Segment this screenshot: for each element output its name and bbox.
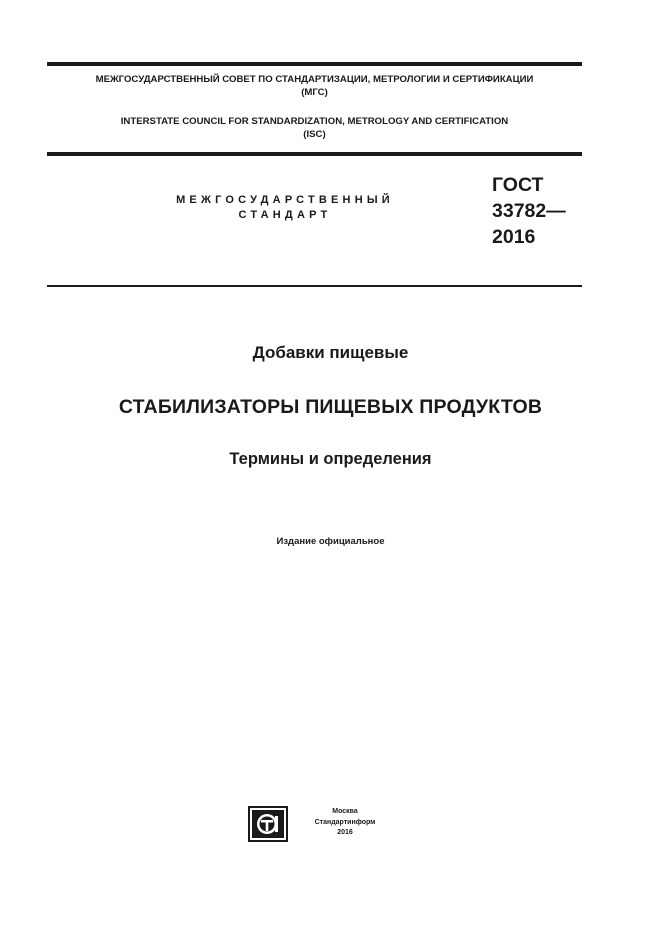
publisher-city: Москва xyxy=(332,808,358,815)
publisher-name: Стандартинформ xyxy=(314,818,376,826)
standard-type xyxy=(140,193,430,223)
gost-number: 33782— xyxy=(492,200,566,222)
council-name-ru-line: МЕЖГОСУДАРСТВЕННЫЙ СОВЕТ ПО СТАНДАРТИЗАЦИИ, МЕТРОЛОГИИ И СЕРТИФИКАЦИИ xyxy=(95,74,534,85)
publisher-year: 2016 xyxy=(337,829,353,836)
council-name-en xyxy=(47,115,582,141)
gost-label: ГОСТ xyxy=(492,174,544,196)
publisher-text xyxy=(292,807,398,839)
council-name-ru xyxy=(47,73,582,99)
standartinform-logo-icon xyxy=(248,806,288,842)
gost-designation xyxy=(492,172,566,250)
top-rule xyxy=(47,62,582,66)
title-main: СТАБИЛИЗАТОРЫ ПИЩЕВЫХ ПРОДУКТОВ xyxy=(118,396,543,418)
council-abbr-en: (ISC) xyxy=(303,129,326,140)
middle-rule xyxy=(47,152,582,156)
council-name-en-line: INTERSTATE COUNCIL FOR STANDARDIZATION, METROLOGY AND CERTIFICATION xyxy=(120,116,509,127)
standard-type-line1: МЕЖГОСУДАРСТВЕННЫЙ xyxy=(176,194,394,206)
edition-label: Издание официальное xyxy=(276,536,385,547)
standard-type-line2: СТАНДАРТ xyxy=(238,209,332,221)
title-subtitle: Термины и определения xyxy=(229,450,432,468)
title-category: Добавки пищевые xyxy=(252,343,409,362)
bottom-rule xyxy=(47,285,582,287)
council-abbr-ru: (МГС) xyxy=(301,87,328,98)
gost-year: 2016 xyxy=(492,226,536,248)
publisher-block xyxy=(248,806,398,842)
